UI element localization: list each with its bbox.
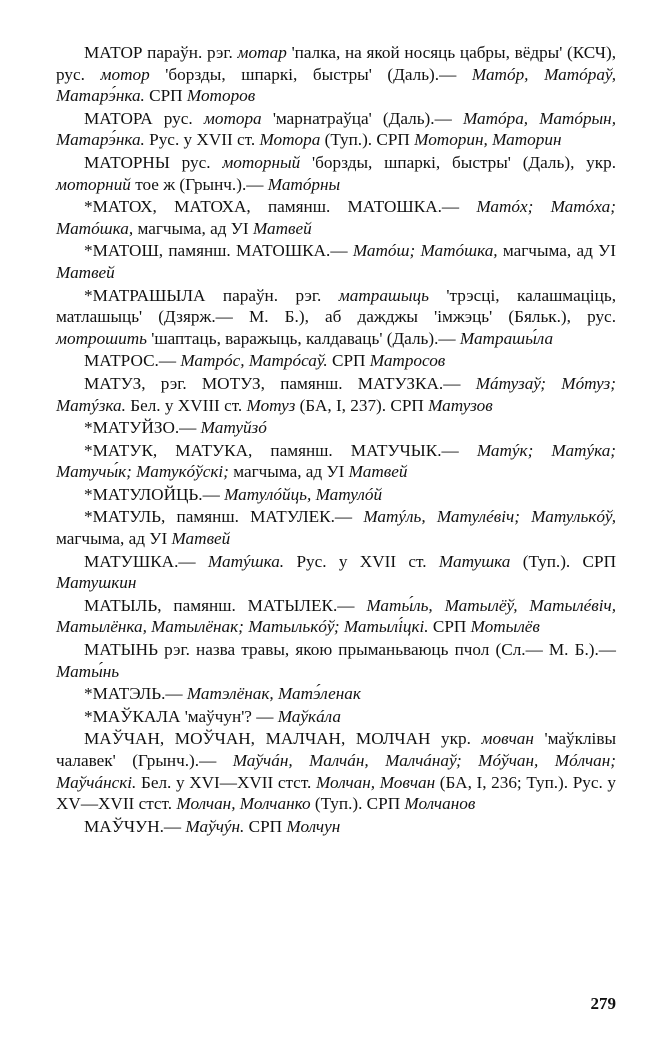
entry-italic-text: Мотуз (246, 395, 296, 415)
entry-text: 'борзды, шпаркі, быстры' (Даль), укр. (300, 152, 616, 172)
dictionary-entry (56, 373, 616, 416)
entry-text: *МАТРАШЫЛА параўн. рэг. (84, 285, 339, 305)
dictionary-entry (56, 728, 616, 814)
entry-text: магчыма, ад УІ (133, 218, 253, 238)
entry-text: *МАТУЙЗО.— (84, 418, 201, 438)
entry-italic-text: Молчан, Мовчан (315, 772, 436, 792)
dictionary-entry (56, 285, 616, 350)
entry-text: МАЎЧАН, МОЎЧАН, МАЛЧАН, МОЛЧАН укр. (84, 729, 482, 749)
entry-italic-text: Матýль, Матулéвіч; Матулькóў, (363, 507, 616, 527)
entry-text: 'шаптаць, варажыць, калдаваць' (Даль).— (146, 328, 460, 348)
entry-text: МАТЫНЬ рэг. назва травы, якою прыманьваюць пчол (Сл.— М. Б.).— (84, 640, 616, 660)
entry-italic-text: Матросов (369, 351, 446, 371)
entry-italic-text: мотор (100, 64, 150, 84)
dictionary-entry (56, 152, 616, 195)
entry-italic-text: матрашыць (338, 285, 429, 305)
entry-italic-text: Матуйзó (200, 418, 267, 438)
entry-text: СРП (327, 351, 370, 371)
entry-italic-text: мотора (203, 108, 262, 128)
entry-text: 'маўклівы чалавек' (Грынч.).— (56, 729, 616, 770)
entry-italic-text: Матýшка. (207, 551, 285, 571)
dictionary-entry (56, 417, 616, 439)
entry-text: МАТРОС.— (84, 351, 181, 371)
entry-text: магчыма, ад УІ (56, 529, 172, 549)
entry-text: (Туп.). СРП (510, 551, 616, 571)
entry-italic-text: Матýк; Матýка; Матучы́к; Матукóўскі; (56, 440, 617, 482)
dictionary-entry (56, 42, 616, 107)
dictionary-entry (56, 683, 616, 705)
entry-italic-text: Маўкáла (277, 706, 341, 726)
entry-text: Бел. у XVIII ст. (125, 395, 247, 415)
entry-italic-text: Матóх; Матóха; Матóшка, (56, 197, 616, 238)
dictionary-entry (56, 706, 616, 728)
entry-italic-text: Матóр, Матóраў, Матарэ́нка. (56, 64, 617, 106)
entry-italic-text: Моторин, Маторин (414, 130, 562, 150)
entry-text: *МАТУК, МАТУКА, памянш. МАТУЧЫК.— (84, 440, 477, 460)
entry-text: Бел. у XVI—XVII стст. (136, 772, 316, 792)
entry-italic-text: Матушка (438, 551, 511, 571)
entry-text: 'борзды, шпаркі, быстры' (Даль).— (149, 64, 472, 84)
page-number: 279 (590, 994, 616, 1013)
entry-text: 'палка, на якой носяць цабры, вёдры' (КСЧ), рус. (56, 43, 616, 84)
entry-italic-text: Молчанов (404, 794, 476, 814)
entry-italic-text: Матрóс, Матрóсаў. (180, 351, 328, 371)
entry-text: (БА, І, 236; Туп.). Рус. у XV—XVII стст. (56, 772, 617, 814)
dictionary-entry (56, 506, 616, 549)
entry-text: СРП (144, 86, 187, 106)
entry-italic-text: мовчан (481, 729, 534, 749)
entry-text: *МАТОШ, памянш. МАТОШКА.— (84, 241, 353, 261)
dictionary-entry (56, 440, 616, 483)
entry-text: 'марнатраўца' (Даль).— (261, 108, 463, 128)
entry-list (56, 42, 616, 837)
entry-text: МАЎЧУН.— (84, 816, 186, 836)
dictionary-entry (56, 108, 616, 151)
entry-text: магчыма, ад УІ (497, 241, 616, 261)
entry-text: МАТУШКА.— (84, 551, 208, 571)
entry-italic-text: мотар (237, 43, 287, 62)
entry-italic-text: Маты́ль, Матылёў, Матылéвіч, Матылёнка, Матылёнак; Матылькóў; Матылі́цкі. (56, 595, 617, 637)
entry-text: СРП (428, 617, 471, 637)
entry-italic-text: Матóрны (267, 174, 341, 194)
entry-italic-text: Молчун (286, 816, 341, 836)
dictionary-entry (56, 639, 616, 682)
entry-text: (БА, І, 237). СРП (295, 395, 429, 415)
entry-italic-text: Матрашы́ла (459, 328, 554, 348)
entry-text: МАТОР параўн. рэг. (84, 43, 238, 62)
entry-text: МАТОРНЫ рус. (84, 152, 223, 172)
dictionary-entry (56, 816, 616, 838)
entry-italic-text: Матвей (171, 529, 231, 549)
entry-text: СРП (244, 816, 287, 836)
entry-italic-text: Матузов (428, 395, 493, 415)
entry-italic-text: Маўчáн, Малчáн, Малчáнаў; Мóўчан, Мóлчан; Маўчáнскі. (56, 751, 616, 792)
entry-text: тое ж (Грынч.).— (130, 174, 268, 194)
dictionary-entry (56, 484, 616, 506)
entry-italic-text: Маўчýн. (185, 816, 245, 836)
entry-text: *МАЎКАЛА 'маўчун'? — (84, 706, 278, 726)
entry-italic-text: Матóра, Матóрын, Матарэ́нка. (56, 108, 616, 150)
entry-text: *МАТУЛЬ, памянш. МАТУЛЕК.— (84, 507, 364, 527)
dictionary-entry (56, 196, 616, 239)
entry-text: МАТУЗ, рэг. МОТУЗ, памянш. МАТУЗКА.— (84, 373, 476, 393)
entry-italic-text: мотрошить (56, 328, 147, 348)
entry-text: МАТЫЛЬ, памянш. МАТЫЛЕК.— (84, 595, 367, 615)
entry-text: (Туп.). СРП (320, 130, 415, 150)
entry-italic-text: Матвей (252, 218, 312, 238)
entry-text: *МАТОХ, МАТОХА, памянш. МАТОШКА.— (84, 197, 477, 217)
entry-italic-text: Матвей (348, 462, 408, 482)
entry-text: Рус. у XVII ст. (284, 551, 439, 571)
dictionary-entry (56, 551, 616, 594)
entry-italic-text: моторный (222, 152, 301, 172)
entry-italic-text: Мотылёв (470, 617, 540, 637)
entry-text: (Туп.). СРП (310, 794, 405, 814)
entry-text: *МАТУЛОЙЦЬ.— (84, 484, 225, 504)
entry-italic-text: Молчан, Молчанко (176, 794, 311, 814)
entry-italic-text: Мотора (259, 130, 321, 150)
entry-italic-text: Матвей (56, 262, 115, 282)
entry-text: *МАТЭЛЬ.— (84, 684, 187, 704)
entry-italic-text: Матулóйць, Матулóй (224, 484, 383, 504)
entry-text: магчыма, ад УІ (228, 462, 349, 482)
dictionary-entry (56, 350, 616, 372)
entry-italic-text: Матэлёнак, Матэ́ленак (186, 684, 361, 704)
entry-italic-text: Матóш; Матóшка, (352, 241, 498, 261)
entry-italic-text: Моторов (186, 86, 256, 106)
entry-italic-text: моторний (56, 174, 131, 194)
entry-text: Рус. у XVII ст. (144, 130, 260, 150)
dictionary-entry (56, 595, 616, 638)
entry-text: МАТОРА рус. (84, 108, 204, 128)
entry-italic-text: Мáтузаў; Мóтуз; Матýзка. (56, 373, 616, 415)
entry-italic-text: Матушкин (56, 573, 137, 593)
dictionary-entry (56, 240, 616, 283)
entry-text: 'трэсці, калашмаціць, матлашыць' (Дзярж.— М. Б.), аб дажджы 'імжэць' (Бяльк.), рус. (56, 285, 617, 327)
entry-italic-text: Маты́нь (56, 661, 120, 681)
